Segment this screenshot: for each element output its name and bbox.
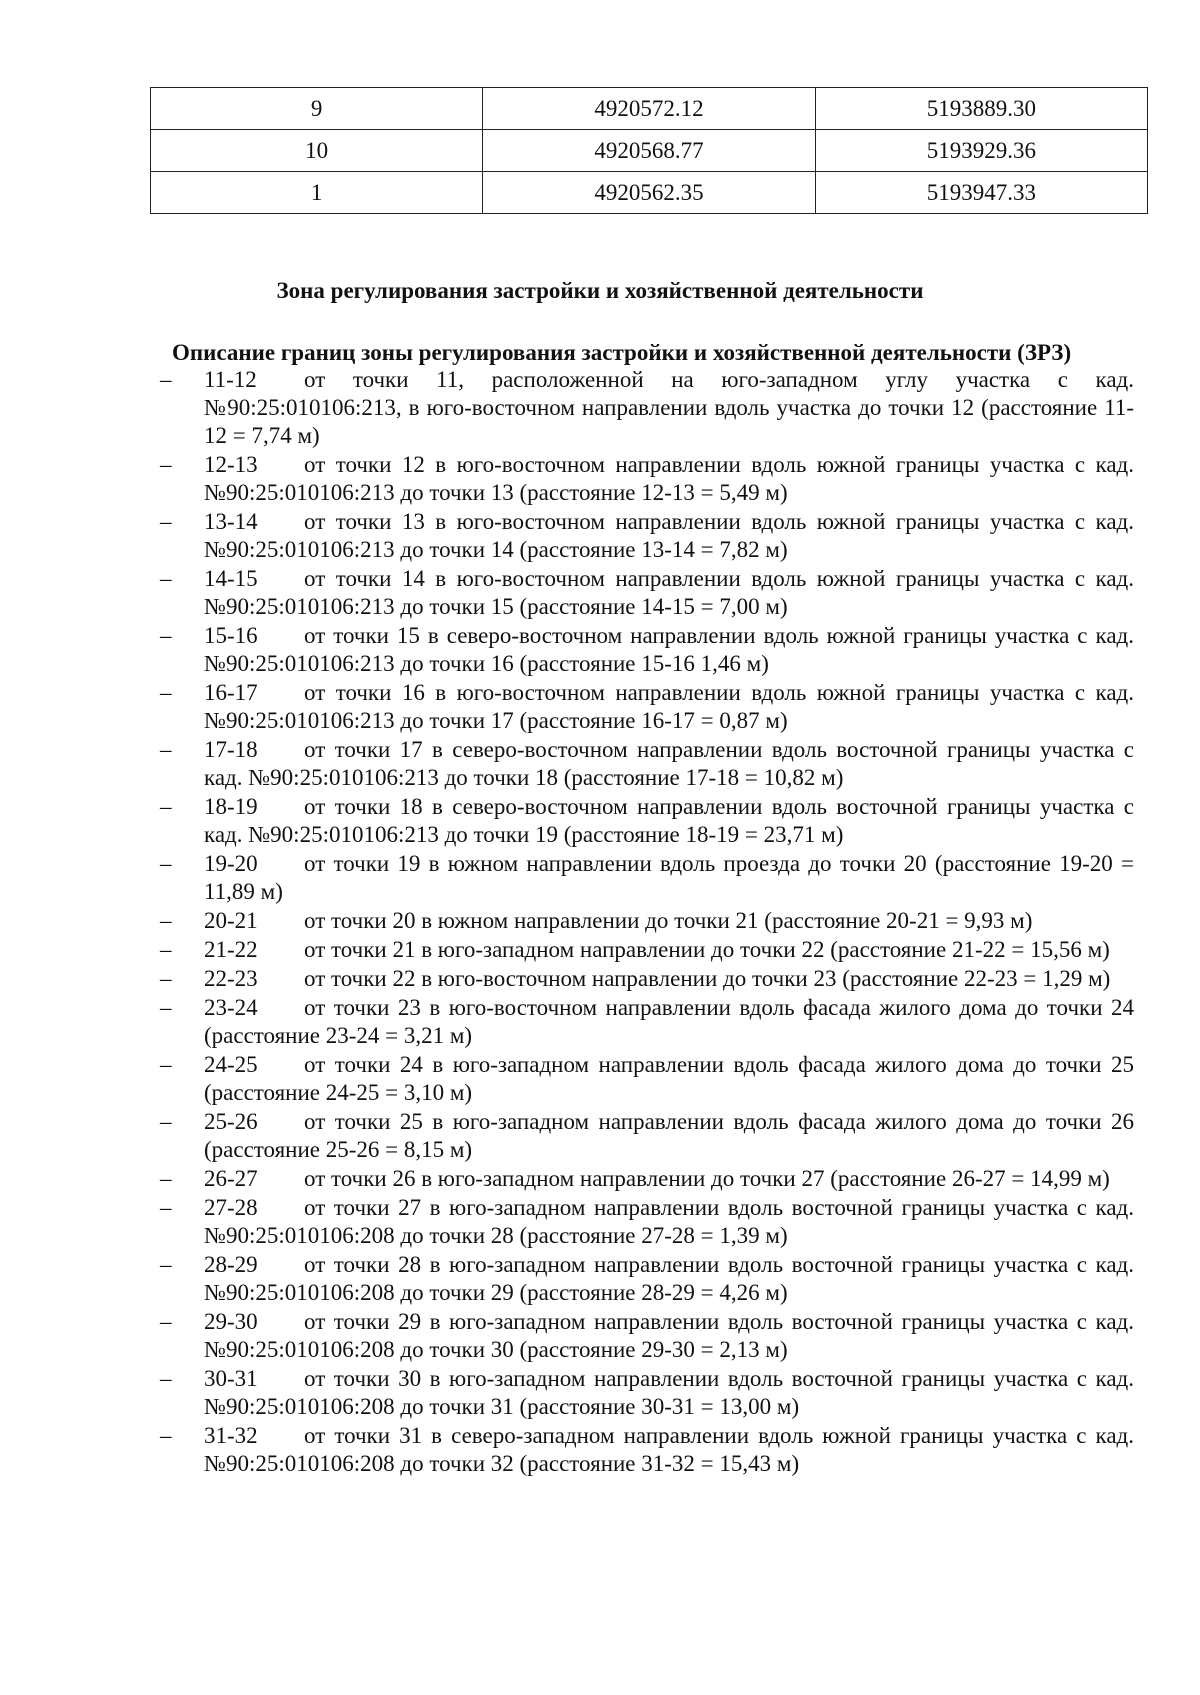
- list-item: [154, 965, 1134, 993]
- segment-id: 14-15: [204, 566, 258, 591]
- list-item: [154, 793, 1134, 849]
- segment-description: от точки 13 в юго-восточном направлении вдоль южной границы участка с кад. №90:25:010106:213 до точки 14 (расстояние 13-14 = 7,82 м): [204, 509, 1134, 562]
- list-item: [154, 1308, 1134, 1364]
- segment-description: от точки 12 в юго-восточном направлении вдоль южной границы участка с кад. №90:25:010106:213 до точки 13 (расстояние 12-13 = 5,49 м): [204, 452, 1134, 505]
- segment-description: от точки 21 в юго-западном направлении до точки 22 (расстояние 21-22 = 15,56 м): [304, 937, 1110, 962]
- segment-description: от точки 26 в юго-западном направлении до точки 27 (расстояние 26-27 = 14,99 м): [304, 1166, 1110, 1191]
- bullet-dash: –: [160, 1252, 172, 1277]
- bullet-dash: –: [160, 794, 172, 819]
- segment-description: от точки 25 в юго-западном направлении вдоль фасада жилого дома до точки 26 (расстояние 25-26 = 8,15 м): [204, 1109, 1134, 1162]
- list-item: [154, 994, 1134, 1050]
- list-item: [154, 565, 1134, 621]
- segment-id: 27-28: [204, 1195, 258, 1220]
- list-item: [154, 736, 1134, 792]
- segment-id: 13-14: [204, 509, 258, 534]
- segment-description: от точки 16 в юго-восточном направлении вдоль южной границы участка с кад. №90:25:010106:213 до точки 17 (расстояние 16-17 = 0,87 м): [204, 680, 1134, 733]
- list-item: [154, 1365, 1134, 1421]
- list-item: [154, 1194, 1134, 1250]
- bullet-dash: –: [160, 908, 172, 933]
- bullet-dash: –: [160, 995, 172, 1020]
- segment-id: 31-32: [204, 1423, 258, 1448]
- segment-description: от точки 20 в южном направлении до точки 21 (расстояние 20-21 = 9,93 м): [304, 908, 1033, 933]
- table-row: [151, 172, 1148, 214]
- coordinates-table-body: [151, 88, 1148, 214]
- segment-description: от точки 17 в северо-восточном направлении вдоль восточной границы участка с кад. №90:25:010106:213 до точки 18 (расстояние 17-18 = 10,82 м): [204, 737, 1134, 790]
- segment-id: 25-26: [204, 1109, 258, 1134]
- list-item: [154, 622, 1134, 678]
- bullet-dash: –: [160, 509, 172, 534]
- x-coordinate-cell: 4920562.35: [483, 172, 815, 214]
- bullet-dash: –: [160, 367, 172, 392]
- bullet-dash: –: [160, 937, 172, 962]
- y-coordinate-cell: 5193929.36: [815, 130, 1147, 172]
- x-coordinate-cell: 4920572.12: [483, 88, 815, 130]
- point-number-cell: 1: [151, 172, 483, 214]
- segment-id: 22-23: [204, 966, 258, 991]
- segment-id: 26-27: [204, 1166, 258, 1191]
- segment-description: от точки 14 в юго-восточном направлении вдоль южной границы участка с кад. №90:25:010106:213 до точки 15 (расстояние 14-15 = 7,00 м): [204, 566, 1134, 619]
- table-row: [151, 88, 1148, 130]
- list-item: [154, 850, 1134, 906]
- segment-description: от точки 22 в юго-восточном направлении до точки 23 (расстояние 22-23 = 1,29 м): [304, 966, 1111, 991]
- zone-title: Зона регулирования застройки и хозяйственной деятельности: [276, 278, 924, 303]
- point-number-cell: 10: [151, 130, 483, 172]
- segment-id: 29-30: [204, 1309, 258, 1334]
- boundary-segments-list: [154, 366, 1134, 1479]
- segment-description: от точки 11, расположенной на юго-западном углу участка с кад. №90:25:010106:213, в юго-восточном направлении вдоль участка до точки 12 (расстояние 11-12 = 7,74 м): [204, 367, 1134, 448]
- description-title: Описание границ зоны регулирования застройки и хозяйственной деятельности (ЗРЗ): [172, 340, 1072, 365]
- segment-id: 12-13: [204, 452, 258, 477]
- bullet-dash: –: [160, 1109, 172, 1134]
- segment-description: от точки 29 в юго-западном направлении вдоль восточной границы участка с кад. №90:25:010106:208 до точки 30 (расстояние 29-30 = 2,13 м): [204, 1309, 1134, 1362]
- list-item: [154, 679, 1134, 735]
- x-coordinate-cell: 4920568.77: [483, 130, 815, 172]
- list-item: [154, 1422, 1134, 1478]
- coordinates-table: [150, 87, 1148, 214]
- bullet-dash: –: [160, 1366, 172, 1391]
- bullet-dash: –: [160, 680, 172, 705]
- list-item: [154, 1165, 1134, 1193]
- segment-id: 23-24: [204, 995, 258, 1020]
- bullet-dash: –: [160, 851, 172, 876]
- bullet-dash: –: [160, 1052, 172, 1077]
- list-item: [154, 936, 1134, 964]
- point-number-cell: 9: [151, 88, 483, 130]
- segment-description: от точки 18 в северо-восточном направлении вдоль восточной границы участка с кад. №90:25:010106:213 до точки 19 (расстояние 18-19 = 23,71 м): [204, 794, 1134, 847]
- segment-id: 18-19: [204, 794, 258, 819]
- list-item: [154, 1108, 1134, 1164]
- segment-id: 28-29: [204, 1252, 258, 1277]
- segment-id: 16-17: [204, 680, 258, 705]
- list-item: [154, 508, 1134, 564]
- bullet-dash: –: [160, 623, 172, 648]
- bullet-dash: –: [160, 1195, 172, 1220]
- segment-description: от точки 24 в юго-западном направлении вдоль фасада жилого дома до точки 25 (расстояние 24-25 = 3,10 м): [204, 1052, 1134, 1105]
- list-item: [154, 366, 1134, 450]
- bullet-dash: –: [160, 452, 172, 477]
- list-item: [154, 1251, 1134, 1307]
- segment-id: 17-18: [204, 737, 258, 762]
- bullet-dash: –: [160, 966, 172, 991]
- table-row: [151, 130, 1148, 172]
- list-item: [154, 451, 1134, 507]
- segment-id: 21-22: [204, 937, 258, 962]
- segment-description: от точки 15 в северо-восточном направлении вдоль южной границы участка с кад. №90:25:010106:213 до точки 16 (расстояние 15-16 1,46 м): [204, 623, 1134, 676]
- segment-id: 11-12: [204, 367, 257, 392]
- segment-description: от точки 31 в северо-западном направлении вдоль южной границы участка с кад. №90:25:010106:208 до точки 32 (расстояние 31-32 = 15,43 м): [204, 1423, 1134, 1476]
- bullet-dash: –: [160, 1309, 172, 1334]
- segment-id: 30-31: [204, 1366, 258, 1391]
- bullet-dash: –: [160, 566, 172, 591]
- list-item: [154, 907, 1134, 935]
- segment-description: от точки 28 в юго-западном направлении вдоль восточной границы участка с кад. №90:25:010106:208 до точки 29 (расстояние 28-29 = 4,26 м): [204, 1252, 1134, 1305]
- segment-id: 19-20: [204, 851, 258, 876]
- bullet-dash: –: [160, 1166, 172, 1191]
- segment-description: от точки 30 в юго-западном направлении вдоль восточной границы участка с кад. №90:25:010106:208 до точки 31 (расстояние 30-31 = 13,00 м): [204, 1366, 1134, 1419]
- segment-id: 24-25: [204, 1052, 258, 1077]
- y-coordinate-cell: 5193889.30: [815, 88, 1147, 130]
- segment-id: 20-21: [204, 908, 258, 933]
- segment-description: от точки 23 в юго-восточном направлении вдоль фасада жилого дома до точки 24 (расстояние 23-24 = 3,21 м): [204, 995, 1134, 1048]
- segment-id: 15-16: [204, 623, 258, 648]
- bullet-dash: –: [160, 1423, 172, 1448]
- list-item: [154, 1051, 1134, 1107]
- y-coordinate-cell: 5193947.33: [815, 172, 1147, 214]
- segment-description: от точки 27 в юго-западном направлении вдоль восточной границы участка с кад. №90:25:010106:208 до точки 28 (расстояние 27-28 = 1,39 м): [204, 1195, 1134, 1248]
- segment-description: от точки 19 в южном направлении вдоль проезда до точки 20 (расстояние 19-20 = 11,89 м): [204, 851, 1134, 904]
- bullet-dash: –: [160, 737, 172, 762]
